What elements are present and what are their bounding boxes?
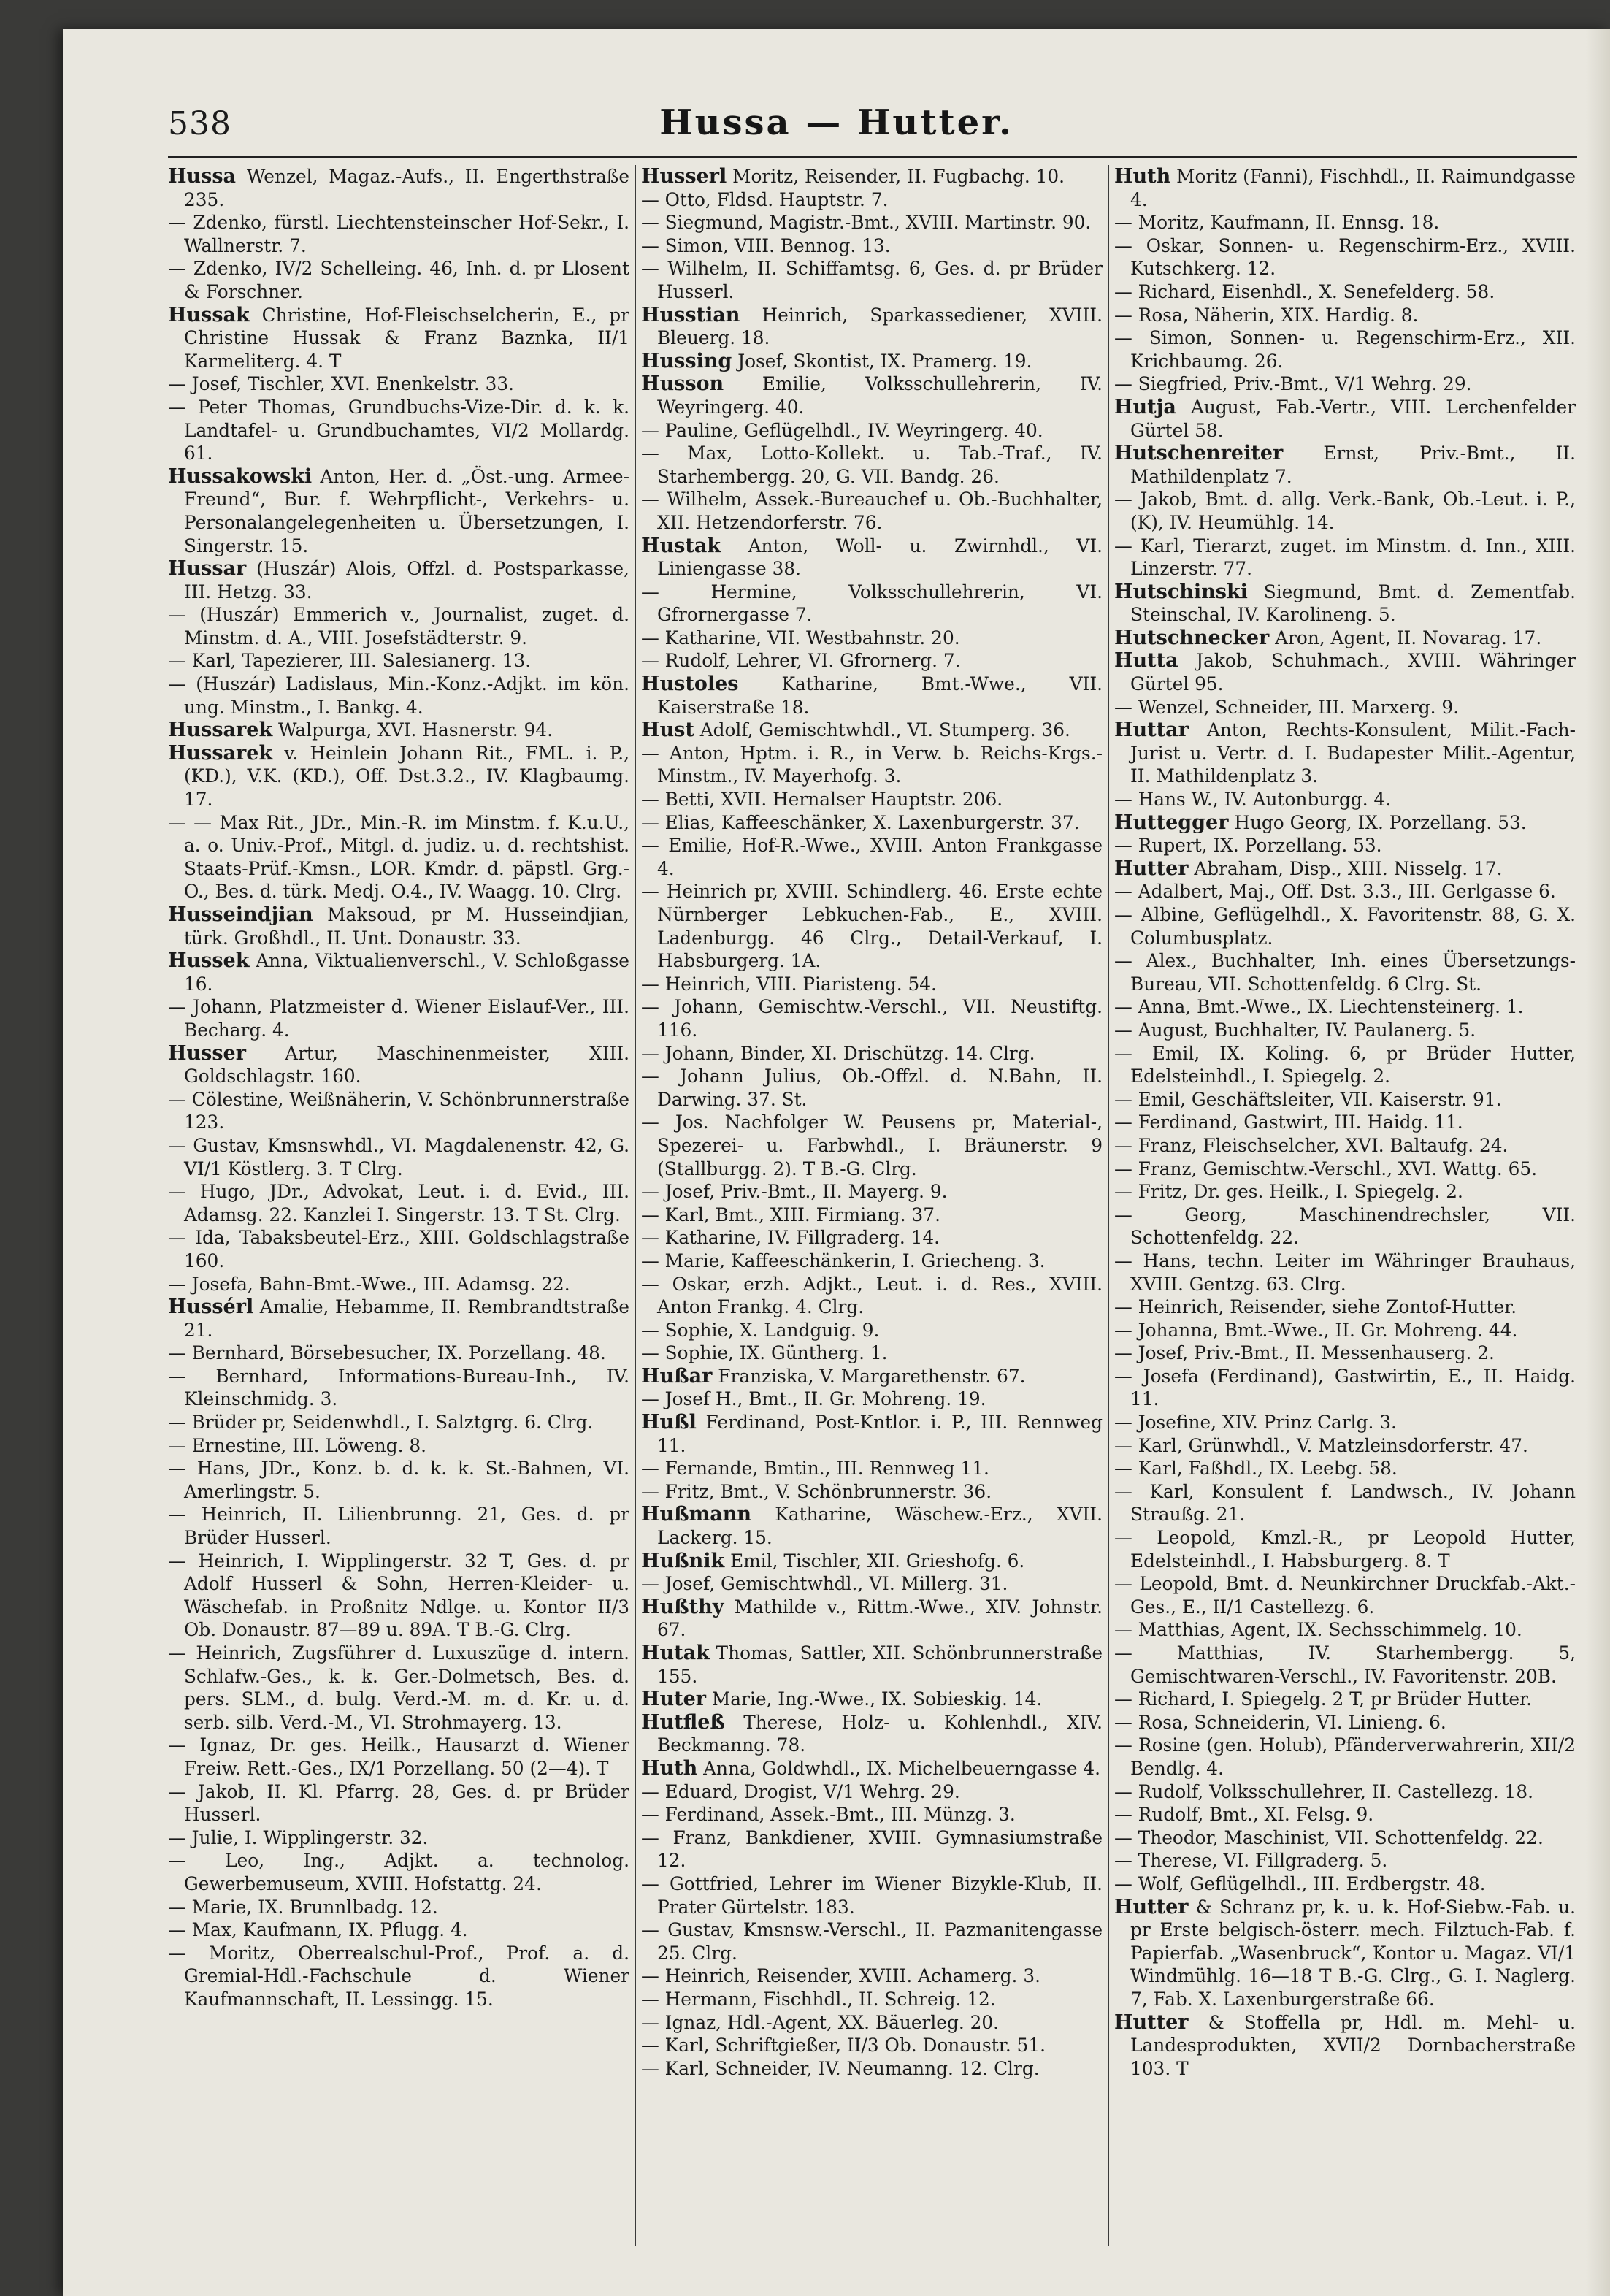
directory-entry: — Betti, XVII. Hernalser Hauptstr. 206. xyxy=(641,789,1003,811)
directory-entry: — Otto, Fldsd. Hauptstr. 7. xyxy=(641,188,889,210)
surname: Husser xyxy=(168,1041,246,1065)
directory-entry: — Oskar, Sonnen- u. Regenschirm-Erz., XVIII. Kutschkerg. 12. xyxy=(1114,234,1576,280)
directory-entry: — Cölestine, Weißnäherin, V. Schönbrunnerstraße 123. xyxy=(168,1088,629,1133)
directory-entry: — Rosine (gen. Holub), Pfänderverwahrerin, XII/2 Bendlg. 4. xyxy=(1114,1734,1576,1779)
directory-entry: — Johann, Platzmeister d. Wiener Eislauf-Ver., III. Becharg. 4. xyxy=(168,996,629,1041)
directory-entry: Hussakowski Anton, Her. d. „Öst.-ung. Armee-Freund“, Bur. f. Wehrpflicht-, Verkehrs- u. Personalangelegenheiten u. Übersetzungen, I. Singerstr. 15. xyxy=(168,464,629,556)
directory-entry: — Rupert, IX. Porzellang. 53. xyxy=(1114,835,1382,857)
directory-entry: — Wenzel, Schneider, III. Marxerg. 9. xyxy=(1114,696,1460,718)
surname: Hutter xyxy=(1114,1895,1189,1918)
surname: Husseindjian xyxy=(168,903,313,926)
header-rule xyxy=(168,156,1577,158)
directory-entry: Hutter Abraham, Disp., XIII. Nisselg. 17. xyxy=(1114,857,1503,880)
column-divider xyxy=(1108,165,1109,2246)
directory-entry: — Franz, Gemischtw.-Verschl., XVI. Wattg. 65. xyxy=(1114,1157,1538,1179)
directory-entry: — Sophie, IX. Güntherg. 1. xyxy=(641,1342,888,1364)
directory-entry: — Eduard, Drogist, V/1 Wehrg. 29. xyxy=(641,1780,960,1802)
surname: Hutschnecker xyxy=(1114,626,1270,649)
directory-entry: — (Huszár) Ladislaus, Min.-Konz.-Adjkt. im kön. ung. Minstm., I. Bankg. 4. xyxy=(168,673,629,718)
directory-entry: Hussar (Huszár) Alois, Offzl. d. Postsparkasse, III. Hetzg. 33. xyxy=(168,557,629,602)
directory-entry: — Wilhelm, Assek.-Bureauchef u. Ob.-Buchhalter, XII. Hetzendorferstr. 76. xyxy=(641,489,1103,533)
directory-entry: — Karl, Tapezierer, III. Salesianerg. 13. xyxy=(168,650,532,672)
directory-entry: Hutschenreiter Ernst, Priv.-Bmt., II. Mathildenplatz 7. xyxy=(1114,442,1576,487)
directory-entry: Hussek Anna, Viktualienverschl., V. Schloßgasse 16. xyxy=(168,949,629,995)
surname: Hutschenreiter xyxy=(1114,442,1284,465)
directory-entry: — Rosa, Schneiderin, VI. Linieng. 6. xyxy=(1114,1711,1446,1733)
surname: Hussak xyxy=(168,303,250,326)
directory-entry: Huth Anna, Goldwhdl., IX. Michelbeuerngasse 4. xyxy=(641,1756,1101,1780)
directory-entry: — Josef, Gemischtwhdl., VI. Millerg. 31. xyxy=(641,1573,1008,1595)
directory-entry: — Leopold, Kmzl.-R., pr Leopold Hutter, Edelsteinhdl., I. Habsburgerg. 8. T xyxy=(1114,1527,1576,1572)
directory-entry: — Heinrich, I. Wipplingerstr. 32 T, Ges. d. pr Adolf Husserl & Sohn, Herren-Kleider- u. Wäschefab. in Proßnitz Ndlge. u. Kontor II/3 Ob. Donaustr. 87—89 u. 89A. T B.-G. Clrg. xyxy=(168,1550,629,1641)
directory-entry: — Theodor, Maschinist, VII. Schottenfeldg. 22. xyxy=(1114,1826,1544,1848)
surname: Hussérl xyxy=(168,1296,254,1319)
surname: Hussarek xyxy=(168,741,273,765)
directory-entry: — Peter Thomas, Grundbuchs-Vize-Dir. d. k. k. Landtafel- u. Grundbuchamtes, VI/2 Mollardg. 61. xyxy=(168,396,629,464)
surname: Hussek xyxy=(168,949,250,973)
surname: Hußthy xyxy=(641,1595,724,1618)
directory-entry: — Bernhard, Börsebesucher, IX. Porzellang. 48. xyxy=(168,1342,606,1364)
directory-entry: — Alex., Buchhalter, Inh. eines Übersetzungs-Bureau, VII. Schottenfeldg. 6 Clrg. St. xyxy=(1114,950,1576,995)
directory-entry: — Heinrich, VIII. Piaristeng. 54. xyxy=(641,973,937,995)
directory-entry: Huter Marie, Ing.-Wwe., IX. Sobieskig. 14. xyxy=(641,1688,1043,1711)
surname: Husserl xyxy=(641,165,727,188)
surname: Hußnik xyxy=(641,1549,725,1572)
surname: Huter xyxy=(641,1688,707,1711)
directory-entry: — Matthias, Agent, IX. Sechsschimmelg. 10. xyxy=(1114,1619,1522,1641)
directory-entry: — Brüder pr, Seidenwhdl., I. Salztgrg. 6. Clrg. xyxy=(168,1412,594,1434)
directory-entry: — Gustav, Kmsnswhdl., VI. Magdalenenstr. 42, G. VI/1 Köstlerg. 3. T Clrg. xyxy=(168,1134,629,1179)
surname: Hutta xyxy=(1114,649,1178,673)
directory-entry: — Zdenko, IV/2 Schelleing. 46, Inh. d. pr Llosent & Forschner. xyxy=(168,258,629,302)
directory-entry: — Josef, Priv.-Bmt., II. Messenhauserg. 2. xyxy=(1114,1342,1495,1364)
directory-entry: — Ignaz, Dr. ges. Heilk., Hausarzt d. Wiener Freiw. Rett.-Ges., IX/1 Porzellang. 50 (2—4). T xyxy=(168,1734,629,1779)
surname: Hutschinski xyxy=(1114,580,1248,603)
directory-entry: Huttar Anton, Rechts-Konsulent, Milit.-Fach-Jurist u. Vertr. d. I. Budapester Milit.-Agentur, II. Mathildenplatz 3. xyxy=(1114,719,1576,787)
directory-entry: — Heinrich, Reisender, XVIII. Achamerg. 3. xyxy=(641,1965,1040,1987)
directory-entry: — Matthias, IV. Starhembergg. 5, Gemischtwaren-Verschl., IV. Favoritenstr. 20B. xyxy=(1114,1642,1576,1687)
directory-entry: Hußmann Katharine, Wäschew.-Erz., XVII. Lackerg. 15. xyxy=(641,1503,1103,1549)
directory-entry: — Georg, Maschinendrechsler, VII. Schottenfeldg. 22. xyxy=(1114,1204,1576,1249)
directory-entry: Hust Adolf, Gemischtwhdl., VI. Stumperg. 36. xyxy=(641,719,1070,742)
directory-entry: — Leo, Ing., Adjkt. a. technolog. Gewerbemuseum, XVIII. Hofstattg. 24. xyxy=(168,1850,629,1894)
directory-entry: — Franz, Bankdiener, XVIII. Gymnasiumstraße 12. xyxy=(641,1826,1103,1872)
directory-entry: Hussérl Amalie, Hebamme, II. Rembrandtstraße 21. xyxy=(168,1296,629,1341)
directory-entry: Hutschinski Siegmund, Bmt. d. Zementfab. Steinschal, IV. Karolineng. 5. xyxy=(1114,580,1576,626)
directory-entry: Husser Artur, Maschinenmeister, XIII. Goldschlagstr. 160. xyxy=(168,1041,629,1087)
directory-entry: — Josef H., Bmt., II. Gr. Mohreng. 19. xyxy=(641,1388,986,1410)
column-1 xyxy=(168,165,629,2246)
surname: Hutter xyxy=(1114,2010,1189,2034)
directory-entry: — Hans, JDr., Konz. b. d. k. k. St.-Bahnen, VI. Amerlingstr. 5. xyxy=(168,1458,629,1502)
directory-entry: — Karl, Faßhdl., IX. Leebg. 58. xyxy=(1114,1458,1398,1480)
directory-entry: — Johann, Binder, XI. Drischützg. 14. Clrg. xyxy=(641,1042,1035,1064)
surname: Hust xyxy=(641,719,694,742)
directory-entry: — Josefa, Bahn-Bmt.-Wwe., III. Adamsg. 22. xyxy=(168,1273,570,1295)
directory-entry: Hutfleß Therese, Holz- u. Kohlenhdl., XIV. Beckmanng. 78. xyxy=(641,1710,1103,1756)
directory-entry: — Julie, I. Wipplingerstr. 32. xyxy=(168,1826,429,1848)
directory-page xyxy=(63,29,1610,2296)
directory-entry: — Pauline, Geflügelhdl., IV. Weyringerg. 40. xyxy=(641,419,1043,441)
directory-entry: Hutak Thomas, Sattler, XII. Schönbrunnerstraße 155. xyxy=(641,1642,1103,1687)
directory-entry: — Siegfried, Priv.-Bmt., V/1 Wehrg. 29. xyxy=(1114,373,1472,395)
directory-entry: — Rosa, Näherin, XIX. Hardig. 8. xyxy=(1114,304,1419,326)
directory-entry: — Simon, Sonnen- u. Regenschirm-Erz., XII. Krichbaumg. 26. xyxy=(1114,327,1576,372)
directory-entry: — Katharine, VII. Westbahnstr. 20. xyxy=(641,627,960,648)
directory-entry: — Ida, Tabaksbeutel-Erz., XIII. Goldschlagstraße 160. xyxy=(168,1227,629,1271)
directory-entry: — August, Buchhalter, IV. Paulanerg. 5. xyxy=(1114,1019,1476,1041)
directory-entry: — Hermann, Fischhdl., II. Schreig. 12. xyxy=(641,1988,996,2010)
surname: Hustoles xyxy=(641,673,739,696)
directory-entry: — Fernande, Bmtin., III. Rennweg 11. xyxy=(641,1458,989,1480)
directory-entry: Hutter & Stoffella pr, Hdl. m. Mehl- u. Landesprodukten, XVII/2 Dornbacherstraße 103. T xyxy=(1114,2010,1576,2079)
directory-entry: — Hans W., IV. Autonburgg. 4. xyxy=(1114,789,1392,811)
directory-entry: — Karl, Tierarzt, zuget. im Minstm. d. Inn., XIII. Linzerstr. 77. xyxy=(1114,535,1576,580)
directory-entry: — Emilie, Hof-R.-Wwe., XVIII. Anton Frankgasse 4. xyxy=(641,835,1103,879)
directory-entry: — Hugo, JDr., Advokat, Leut. i. d. Evid., III. Adamsg. 22. Kanzlei I. Singerstr. 13. T St. Clrg. xyxy=(168,1181,629,1225)
directory-entry: Hussing Josef, Skontist, IX. Pramerg. 19. xyxy=(641,349,1032,372)
directory-entry: Huth Moritz (Fanni), Fischhdl., II. Raimundgasse 4. xyxy=(1114,165,1576,210)
surname: Husstian xyxy=(641,303,740,326)
surname: Hussakowski xyxy=(168,464,313,488)
directory-entry: — Jakob, Bmt. d. allg. Verk.-Bank, Ob.-Leut. i. P., (K), IV. Heumühlg. 14. xyxy=(1114,489,1576,533)
directory-entry: Hussarek Walpurga, XVI. Hasnerstr. 94. xyxy=(168,719,553,742)
directory-entry: Hustak Anton, Woll- u. Zwirnhdl., VI. Liniengasse 38. xyxy=(641,534,1103,580)
directory-entry: — Anna, Bmt.-Wwe., IX. Liechtensteinerg. 1. xyxy=(1114,996,1524,1018)
directory-entry: — Karl, Schriftgießer, II/3 Ob. Donaustr. 51. xyxy=(641,2035,1046,2056)
directory-entry: — Siegmund, Magistr.-Bmt., XVIII. Martinstr. 90. xyxy=(641,212,1092,234)
directory-entry: — Therese, VI. Fillgraderg. 5. xyxy=(1114,1850,1388,1872)
directory-entry: — Josef, Priv.-Bmt., II. Mayerg. 9. xyxy=(641,1181,948,1203)
directory-entry: — Fritz, Dr. ges. Heilk., I. Spiegelg. 2. xyxy=(1114,1181,1463,1203)
directory-entry: — Ernestine, III. Löweng. 8. xyxy=(168,1434,427,1456)
directory-entry: — Ignaz, Hdl.-Agent, XX. Bäuerleg. 20. xyxy=(641,2011,1000,2033)
directory-entry: Hutschnecker Aron, Agent, II. Novarag. 17. xyxy=(1114,626,1542,649)
directory-columns xyxy=(168,165,1577,2246)
directory-entry: Hussarek v. Heinlein Johann Rit., FML. i. P., (KD.), V.K. (KD.), Off. Dst.3.2., IV. Klagbaumg. 17. xyxy=(168,741,629,811)
directory-entry: — Karl, Grünwhdl., V. Matzleinsdorferstr. 47. xyxy=(1114,1434,1528,1456)
directory-entry: — Moritz, Kaufmann, II. Ennsg. 18. xyxy=(1114,212,1440,234)
surname: Huttegger xyxy=(1114,811,1229,834)
directory-entry: — Zdenko, fürstl. Liechtensteinscher Hof-Sekr., I. Wallnerstr. 7. xyxy=(168,212,629,256)
directory-entry: — Wolf, Geflügelhdl., III. Erdbergstr. 48. xyxy=(1114,1872,1486,1894)
directory-entry: Hustoles Katharine, Bmt.-Wwe., VII. Kaiserstraße 18. xyxy=(641,673,1103,718)
directory-entry: Hussak Christine, Hof-Fleischselcherin, E., pr Christine Hussak & Franz Baznka, II/1 Karmeliterg. 4. T xyxy=(168,303,629,372)
running-head: Hussa — Hutter. xyxy=(659,102,1013,143)
directory-entry: — Franz, Fleischselcher, XVI. Baltaufg. 24. xyxy=(1114,1134,1509,1156)
directory-entry: — Heinrich, II. Lilienbrunng. 21, Ges. d. pr Brüder Husserl. xyxy=(168,1504,629,1549)
directory-entry: Husson Emilie, Volksschullehrerin, IV. Weyringerg. 40. xyxy=(641,372,1103,418)
surname: Hutfleß xyxy=(641,1710,725,1734)
directory-entry: — Simon, VIII. Bennog. 13. xyxy=(641,234,891,256)
directory-entry: — Johann Julius, Ob.-Offzl. d. N.Bahn, II. Darwing. 37. St. xyxy=(641,1065,1103,1110)
directory-entry: Hußthy Mathilde v., Rittm.-Wwe., XIV. Johnstr. 67. xyxy=(641,1595,1103,1641)
directory-entry: — Johann, Gemischtw.-Verschl., VII. Neustiftg. 116. xyxy=(641,996,1103,1041)
directory-entry: — Jakob, II. Kl. Pfarrg. 28, Ges. d. pr Brüder Husserl. xyxy=(168,1780,629,1826)
directory-entry: — Heinrich pr, XVIII. Schindlerg. 46. Erste echte Nürnberger Lebkuchen-Fab., E., XVIII. Ladenburgg. 46 Clrg., Detail-Verkauf, I. Habsburgerg. 1A. xyxy=(641,881,1103,972)
surname: Hußmann xyxy=(641,1503,751,1526)
directory-entry: — Albine, Geflügelhdl., X. Favoritenstr. 88, G. X. Columbusplatz. xyxy=(1114,904,1576,949)
directory-entry: Huttegger Hugo Georg, IX. Porzellang. 53. xyxy=(1114,811,1527,834)
directory-entry: — Max, Lotto-Kollekt. u. Tab.-Traf., IV. Starhembergg. 20, G. VII. Bandg. 26. xyxy=(641,443,1103,487)
directory-entry: Husseindjian Maksoud, pr M. Husseindjian, türk. Großhdl., II. Unt. Donaustr. 33. xyxy=(168,903,629,949)
directory-entry: Hutter & Schranz pr, k. u. k. Hof-Siebw.-Fab. u. pr Erste belgisch-österr. mech. Filztuch-Fab. f. Papierfab. „Wasenbruck“, Kontor u. Magaz. VI/1 Windmühlg. 16—18 T B.-G. Clrg., G. I. Naglerg. 7, Fab. X. Laxenburgerstraße 66. xyxy=(1114,1895,1576,2010)
directory-entry: — Moritz, Oberrealschul-Prof., Prof. a. d. Gremial-Hdl.-Fachschule d. Wiener Kaufmannschaft, II. Lessingg. 15. xyxy=(168,1942,629,2010)
directory-entry: — Gottfried, Lehrer im Wiener Bizykle-Klub, II. Prater Gürtelstr. 183. xyxy=(641,1872,1103,1918)
directory-entry: — Katharine, IV. Fillgraderg. 14. xyxy=(641,1227,940,1249)
directory-entry: — Sophie, X. Landguig. 9. xyxy=(641,1319,880,1341)
surname: Hußl xyxy=(641,1411,697,1434)
directory-entry: Hutja August, Fab.-Vertr., VIII. Lerchenfelder Gürtel 58. xyxy=(1114,395,1576,441)
directory-entry: Hussa Wenzel, Magaz.-Aufs., II. Engerthstraße 235. xyxy=(168,165,629,210)
directory-entry: — Wilhelm, II. Schiffamtsg. 6, Ges. d. pr Brüder Husserl. xyxy=(641,258,1103,302)
directory-entry: Husserl Moritz, Reisender, II. Fugbachg. 10. xyxy=(641,165,1065,188)
surname: Hustak xyxy=(641,534,721,557)
page-edge xyxy=(1586,29,1610,2296)
surname: Hutak xyxy=(641,1642,710,1664)
directory-entry: Hußl Ferdinand, Post-Kntlor. i. P., III. Rennweg 11. xyxy=(641,1411,1103,1456)
directory-entry: — Ferdinand, Assek.-Bmt., III. Münzg. 3. xyxy=(641,1804,1016,1826)
directory-entry: Hutta Jakob, Schuhmach., XVIII. Währinger Gürtel 95. xyxy=(1114,649,1576,695)
surname: Husson xyxy=(641,372,724,396)
page-number: 538 xyxy=(168,105,231,142)
surname: Huth xyxy=(1114,165,1171,188)
surname: Hussing xyxy=(641,349,732,372)
directory-entry: — Gustav, Kmsnsw.-Verschl., II. Pazmanitengasse 25. Clrg. xyxy=(641,1919,1103,1964)
surname: Hussar xyxy=(168,557,247,581)
directory-entry: — Heinrich, Zugsführer d. Luxuszüge d. intern. Schlafw.-Ges., k. k. Ger.-Dolmetsch, Bes. d. pers. SLM., d. bulg. Verd.-M. m. d. Kr. u. d. serb. silb. Verd.-M., VI. Strohmayerg. 13. xyxy=(168,1642,629,1733)
surname: Hußar xyxy=(641,1364,713,1388)
directory-entry: — Max, Kaufmann, IX. Pflugg. 4. xyxy=(168,1919,468,1941)
directory-entry: — Leopold, Bmt. d. Neunkirchner Druckfab.-Akt.-Ges., E., II/1 Castellezg. 6. xyxy=(1114,1573,1576,1618)
directory-entry: — Oskar, erzh. Adjkt., Leut. i. d. Res., XVIII. Anton Frankg. 4. Clrg. xyxy=(641,1273,1103,1318)
directory-entry: — Karl, Bmt., XIII. Firmiang. 37. xyxy=(641,1204,940,1225)
directory-entry: — Bernhard, Informations-Bureau-Inh., IV. Kleinschmidg. 3. xyxy=(168,1365,629,1410)
directory-entry: — Karl, Konsulent f. Landwsch., IV. Johann Straußg. 21. xyxy=(1114,1480,1576,1526)
directory-entry: — Josefine, XIV. Prinz Carlg. 3. xyxy=(1114,1412,1397,1434)
directory-entry: — Anton, Hptm. i. R., in Verw. b. Reichs-Krgs.-Minstm., IV. Mayerhofg. 3. xyxy=(641,742,1103,787)
surname: Hussa xyxy=(168,165,237,188)
directory-entry: — Josefa (Ferdinand), Gastwirtin, E., II. Haidg. 11. xyxy=(1114,1365,1576,1410)
directory-entry: — Heinrich, Reisender, siehe Zontof-Hutter. xyxy=(1114,1296,1517,1318)
directory-entry: — Ferdinand, Gastwirt, III. Haidg. 11. xyxy=(1114,1111,1463,1133)
directory-entry: — Elias, Kaffeeschänker, X. Laxenburgerstr. 37. xyxy=(641,811,1080,833)
column-3 xyxy=(1114,165,1576,2246)
directory-entry: — Emil, IX. Koling. 6, pr Brüder Hutter, Edelsteinhdl., I. Spiegelg. 2. xyxy=(1114,1042,1576,1087)
directory-entry: — Richard, Eisenhdl., X. Senefelderg. 58. xyxy=(1114,280,1495,302)
column-2 xyxy=(641,165,1103,2246)
directory-entry: — Johanna, Bmt.-Wwe., II. Gr. Mohreng. 44. xyxy=(1114,1319,1518,1341)
directory-entry: — Rudolf, Bmt., XI. Felsg. 9. xyxy=(1114,1804,1374,1826)
directory-entry: — Hans, techn. Leiter im Währinger Brauhaus, XVIII. Gentzg. 63. Clrg. xyxy=(1114,1250,1576,1295)
directory-entry: — Karl, Schneider, IV. Neumanng. 12. Clrg. xyxy=(641,2057,1040,2079)
directory-entry: — Emil, Geschäftsleiter, VII. Kaiserstr. 91. xyxy=(1114,1088,1502,1110)
directory-entry: — Marie, Kaffeeschänkerin, I. Griecheng. 3. xyxy=(641,1250,1046,1271)
column-divider xyxy=(635,165,636,2246)
surname: Huth xyxy=(641,1756,698,1780)
surname: Hutter xyxy=(1114,857,1189,880)
directory-entry: — Hermine, Volksschullehrerin, VI. Gfrornergasse 7. xyxy=(641,581,1103,626)
directory-entry: — Marie, IX. Brunnlbadg. 12. xyxy=(168,1896,438,1918)
directory-entry: — Josef, Tischler, XVI. Enenkelstr. 33. xyxy=(168,373,515,395)
directory-entry: Hußar Franziska, V. Margarethenstr. 67. xyxy=(641,1364,1026,1388)
surname: Hussarek xyxy=(168,719,273,742)
directory-entry: — (Huszár) Emmerich v., Journalist, zuget. d. Minstm. d. A., VIII. Josefstädterstr. 9. xyxy=(168,604,629,648)
directory-entry: — Adalbert, Maj., Off. Dst. 3.3., III. Gerlgasse 6. xyxy=(1114,881,1556,903)
directory-entry: Husstian Heinrich, Sparkassediener, XVIII. Bleuerg. 18. xyxy=(641,303,1103,349)
directory-entry: — Rudolf, Lehrer, VI. Gfrornerg. 7. xyxy=(641,650,961,672)
directory-entry: — — Max Rit., JDr., Min.-R. im Minstm. f. K.u.U., a. o. Univ.-Prof., Mitgl. d. judiz. u. d. rechtshist. Staats-Prüf.-Kmsn., LOR. Kmdr. d. päpstl. Grg.-O., Bes. d. türk. Medj. O.4., IV. Waagg. 10. Clrg. xyxy=(168,811,629,903)
directory-entry: — Fritz, Bmt., V. Schönbrunnerstr. 36. xyxy=(641,1480,992,1502)
directory-entry: — Rudolf, Volksschullehrer, II. Castellezg. 18. xyxy=(1114,1780,1533,1802)
directory-entry: — Richard, I. Spiegelg. 2 T, pr Brüder Hutter. xyxy=(1114,1688,1533,1710)
surname: Huttar xyxy=(1114,719,1189,742)
surname: Hutja xyxy=(1114,395,1176,418)
directory-entry: Hußnik Emil, Tischler, XII. Grieshofg. 6. xyxy=(641,1549,1025,1572)
directory-entry: — Jos. Nachfolger W. Peusens pr, Material-, Spezerei- u. Farbwhdl., I. Bräunerstr. 9 (Stallburgg. 2). T B.-G. Clrg. xyxy=(641,1111,1103,1179)
